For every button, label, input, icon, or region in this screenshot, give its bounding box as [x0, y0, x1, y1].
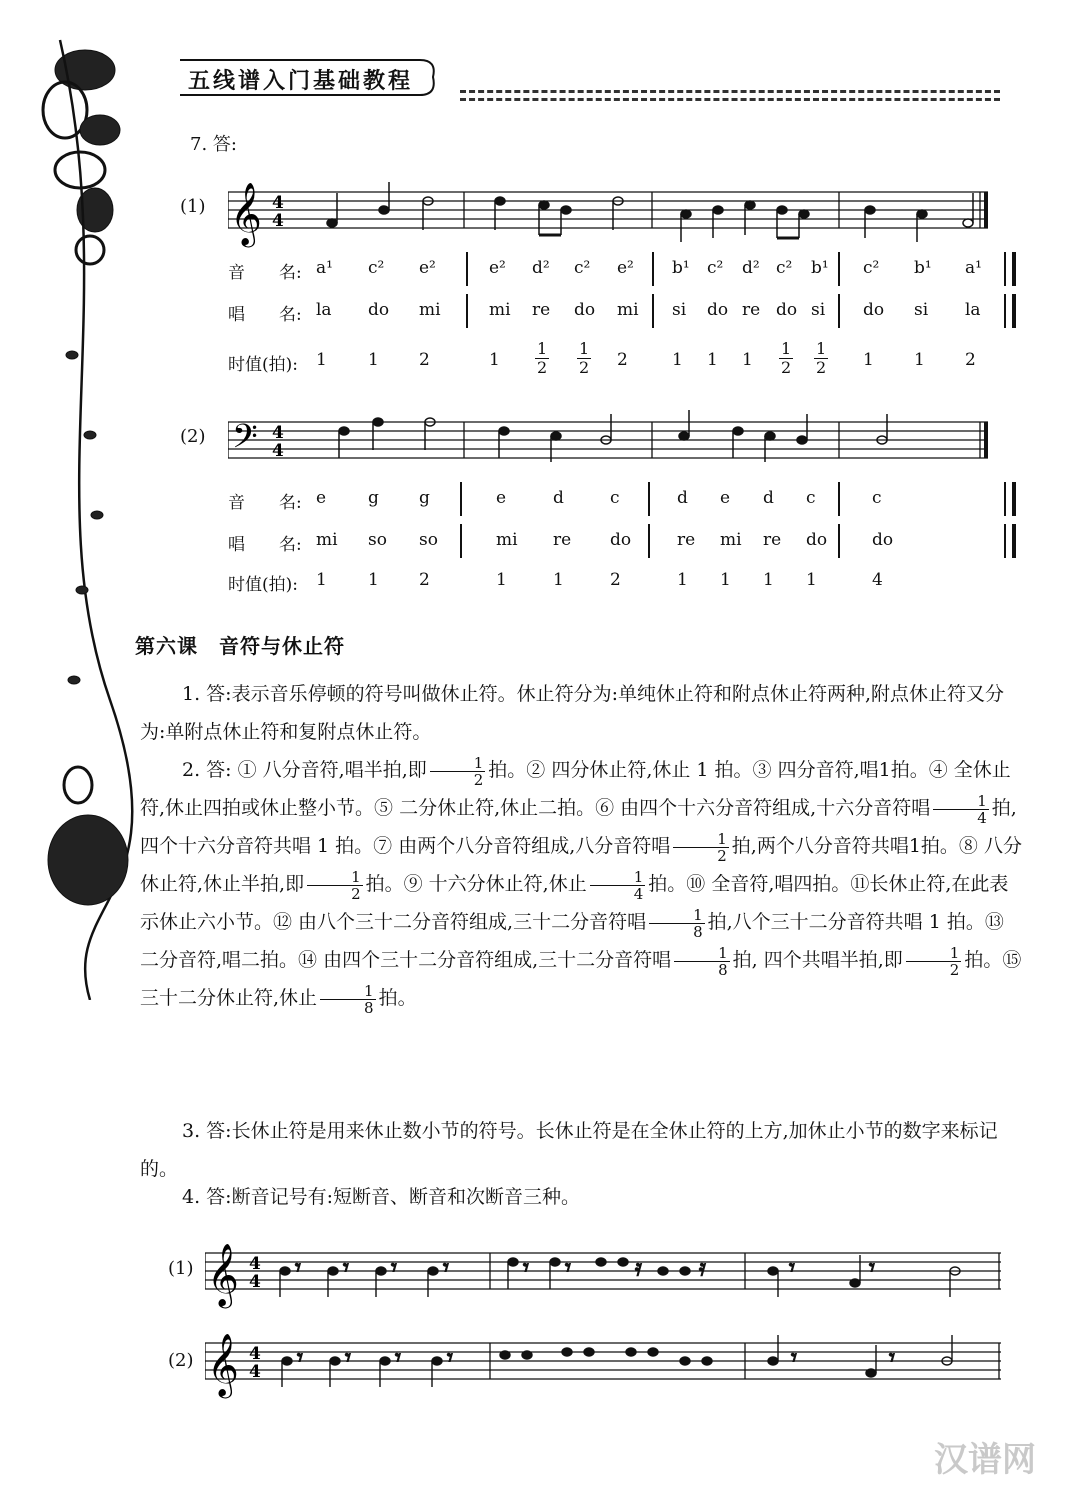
ex1-solfege-row-label: 唱 名: — [228, 305, 302, 325]
ex1-pitch-cell: c² — [574, 258, 591, 278]
ex2-pitch-cell: e — [316, 488, 327, 508]
svg-text:𝄾: 𝄾 — [869, 1256, 875, 1281]
ex2-pitch-row-label: 音 名: — [228, 493, 302, 513]
table-bar-line — [648, 482, 650, 516]
ex2-solfege-cell: mi — [496, 530, 518, 550]
ex2-solfege-cell: mi — [720, 530, 742, 550]
ex1-solfege-cell: re — [742, 300, 761, 320]
treble-clef-icon: 𝄞 — [230, 182, 262, 245]
lesson-6-title: 第六课 音符与休止符 — [135, 634, 345, 658]
table-bar-line — [1004, 294, 1016, 328]
ex1-pitch-cell: e² — [489, 258, 506, 278]
treble-clef-icon: 𝄞 — [207, 1243, 239, 1306]
ex1-solfege-cell: do — [368, 300, 390, 320]
svg-text:𝄾: 𝄾 — [443, 1256, 449, 1281]
ex1-pitch-cell: a¹ — [965, 258, 982, 278]
ex2-label: (2) — [180, 426, 206, 447]
answer-2-part-2: 拍。② 四分休止符,休止 1 拍。③ 四分音符,唱1拍。④ 全休止符,休止四拍或休止整小节。⑤ 二分休止符,休止二拍。⑥ 由四个十六分音符组成,十六分音符唱 — [140, 759, 1011, 819]
ex2-pitch-cell: d — [553, 488, 564, 508]
ex1-pitch-cell: d² — [742, 258, 760, 278]
ex2-duration-cell: 4 — [872, 570, 883, 590]
ex1-duration-cell: 1 — [489, 350, 500, 370]
ex1-duration-cell: 2 — [965, 350, 976, 370]
ex1-solfege-cell: do — [863, 300, 885, 320]
fraction-quarter: $\frac{1}{4}$ — [590, 869, 646, 902]
site-watermark: 汉谱网 — [934, 1440, 1036, 1480]
svg-text:𝄾: 𝄾 — [343, 1256, 349, 1281]
table-bar-line — [838, 482, 840, 516]
answer-4: 4. 答:断音记号有:短断音、断音和次断音三种。 — [182, 1186, 580, 1208]
ex2-duration-cell: 1 — [368, 570, 379, 590]
ex1-staff — [228, 170, 1018, 260]
answer-2-part-7: 拍,八个三十二分音符共唱 1 拍。⑬ 二分音符,唱二拍。⑭ 由四个三十二分音符组成,三十二分音符唱 — [140, 911, 1004, 971]
answer-2-part-6: 拍。⑩ 全音符,唱四拍。⑪长休止符,在此表示休止六小节。⑫ 由八个三十二分音符组成,三十二分音符唱 — [140, 873, 1009, 933]
staccato-ex1-label: (1) — [168, 1258, 194, 1279]
ex1-solfege-cell: mi — [419, 300, 441, 320]
ex2-pitch-cell: c — [610, 488, 620, 508]
fraction-half: $\frac{1}{2}$ — [307, 869, 363, 902]
answer-2-part-10: 拍。 — [378, 987, 417, 1009]
ex2-duration-cell: 1 — [806, 570, 817, 590]
ex2-pitch-cell: e — [720, 488, 731, 508]
svg-text:𝄾: 𝄾 — [297, 1346, 303, 1371]
table-bar-line — [838, 524, 840, 558]
svg-text:𝄾: 𝄾 — [889, 1346, 895, 1371]
ex2-solfege-cell: re — [553, 530, 572, 550]
ex1-solfege-cell: do — [707, 300, 729, 320]
svg-text:4: 4 — [272, 441, 284, 461]
fraction-eighth: $\frac{1}{8}$ — [674, 945, 730, 978]
music-note-icon — [66, 351, 78, 359]
header-divider-2 — [460, 98, 1000, 101]
ex1-pitch-cell: e² — [617, 258, 634, 278]
ex2-solfege-cell: mi — [316, 530, 338, 550]
bass-clef-icon: 𝄢 — [232, 418, 258, 464]
ex1-duration-cell: 1 — [672, 350, 683, 370]
svg-text:𝄾: 𝄾 — [565, 1256, 571, 1281]
ex2-solfege-cell: do — [872, 530, 894, 550]
table-bar-line — [1004, 252, 1016, 286]
table-bar-line — [652, 294, 654, 328]
ex2-pitch-cell: c — [872, 488, 882, 508]
staccato-ex1-staff — [205, 1225, 1005, 1315]
title-scroll-frame — [175, 55, 440, 100]
ex2-duration-cell: 2 — [610, 570, 621, 590]
question-7-title: 7. 答: — [190, 134, 237, 155]
answer-2-part-8: 拍, 四个共唱半拍,即 — [732, 949, 903, 971]
table-bar-line — [1004, 482, 1016, 516]
staccato-ex2-staff — [205, 1315, 1005, 1405]
ex1-solfege-cell: mi — [617, 300, 639, 320]
ex1-notes — [327, 182, 973, 242]
ex2-pitch-cell: g — [368, 488, 379, 508]
ex1-pitch-row-label: 音 名: — [228, 263, 302, 283]
ex1-pitch-cell: c² — [368, 258, 385, 278]
svg-text:𝄾: 𝄾 — [523, 1256, 529, 1281]
svg-text:4: 4 — [249, 1254, 261, 1274]
floral-border-decoration — [0, 0, 140, 1000]
ex1-duration-cell: 2 — [617, 350, 628, 370]
svg-text:4: 4 — [272, 211, 284, 231]
ex1-label: (1) — [180, 196, 206, 217]
ex1-pitch-cell: b¹ — [672, 258, 690, 278]
ex1-solfege-cell: si — [672, 300, 687, 320]
ex1-solfege-cell: mi — [489, 300, 511, 320]
answer-1: 1. 答:表示音乐停顿的符号叫做休止符。休止符分为:单纯休止符和附点休止符两种,附点休止符又分为:单附点休止符和复附点休止符。 — [140, 683, 1005, 743]
treble-clef-icon: 𝄞 — [207, 1333, 239, 1396]
table-bar-line — [1004, 524, 1016, 558]
ex2-pitch-cell: e — [496, 488, 507, 508]
svg-text:4: 4 — [249, 1272, 261, 1292]
ex2-solfege-cell: do — [806, 530, 828, 550]
svg-text:𝄿: 𝄿 — [635, 1256, 642, 1281]
ex2-duration-cell: 1 — [496, 570, 507, 590]
svg-text:𝄾: 𝄾 — [789, 1256, 795, 1281]
ex2-pitch-cell: d — [677, 488, 688, 508]
ex1-pitch-cell: c² — [863, 258, 880, 278]
header-divider — [460, 90, 1000, 93]
fraction-eighth: $\frac{1}{8}$ — [320, 983, 376, 1016]
ex1-duration-cell: 1 — [863, 350, 874, 370]
answer-2-part-9: 拍。⑮ 三十二分休止符,休止 — [140, 949, 1022, 1009]
ex2-staff — [228, 400, 1018, 490]
ex1-pitch-cell: b¹ — [811, 258, 829, 278]
ex1-duration-cell: 1 — [316, 350, 327, 370]
table-bar-line — [466, 252, 468, 286]
ornament-ball-icon — [48, 815, 128, 905]
answer-2-part-1: 2. 答: ① 八分音符,唱半拍,即 — [182, 759, 427, 781]
ex2-duration-cell: 1 — [720, 570, 731, 590]
fraction-half: $\frac{1}{2}$ — [906, 945, 962, 978]
svg-text:𝄾: 𝄾 — [295, 1256, 301, 1281]
ex2-pitch-cell: c — [806, 488, 816, 508]
ex1-solfege-cell: si — [914, 300, 929, 320]
ex2-notes — [339, 410, 887, 462]
ex2-solfege-cell: re — [763, 530, 782, 550]
ex2-pitch-cell: g — [419, 488, 430, 508]
svg-text:𝄾: 𝄾 — [447, 1346, 453, 1371]
table-bar-line — [648, 524, 650, 558]
answer-3: 3. 答:长休止符是用来休止数小节的符号。长休止符是在全休止符的上方,加休止小节的数字来标记的。 — [140, 1120, 998, 1180]
ex1-duration-row-label: 时值(拍): — [228, 355, 298, 375]
fraction-half: $\frac{1}{2}$ — [430, 755, 486, 788]
svg-text:4: 4 — [272, 423, 284, 443]
ex2-solfege-cell: re — [677, 530, 696, 550]
ex1-pitch-cell: c² — [776, 258, 793, 278]
answer-2 — [140, 751, 1025, 1017]
ex2-duration-row-label: 时值(拍): — [228, 575, 298, 595]
ex1-duration-cell: $\frac{1}{2}$ — [781, 339, 792, 377]
ex1-pitch-cell: a¹ — [316, 258, 333, 278]
ex2-solfege-cell: so — [368, 530, 387, 550]
fraction-eighth: $\frac{1}{8}$ — [649, 907, 705, 940]
staccato-ex2-label: (2) — [168, 1350, 194, 1371]
ex2-duration-cell: 1 — [316, 570, 327, 590]
table-bar-line — [460, 524, 462, 558]
table-bar-line — [460, 482, 462, 516]
ex2-duration-cell: 2 — [419, 570, 430, 590]
ex1-solfege-cell: la — [316, 300, 332, 320]
table-bar-line — [838, 294, 840, 328]
ex2-duration-cell: 1 — [553, 570, 564, 590]
svg-text:𝄾: 𝄾 — [391, 1256, 397, 1281]
svg-text:𝄾: 𝄾 — [395, 1346, 401, 1371]
ex1-duration-cell: 1 — [742, 350, 753, 370]
ex1-solfege-cell: la — [965, 300, 981, 320]
ex2-solfege-cell: so — [419, 530, 438, 550]
ex1-solfege-cell: do — [776, 300, 798, 320]
table-bar-line — [838, 252, 840, 286]
answer-2-part-3: 拍,四个十六分音符共唱 1 拍。⑦ 由两个八分音符组成,八分音符唱 — [140, 797, 1017, 857]
ex1-solfege-cell: si — [811, 300, 826, 320]
ex1-duration-cell: $\frac{1}{2}$ — [537, 339, 548, 377]
ex2-duration-cell: 1 — [763, 570, 774, 590]
ex1-duration-cell: $\frac{1}{2}$ — [816, 339, 827, 377]
ex1-pitch-cell: c² — [707, 258, 724, 278]
svg-text:𝄾: 𝄾 — [791, 1346, 797, 1371]
ex1-solfege-cell: do — [574, 300, 596, 320]
table-bar-line — [652, 252, 654, 286]
svg-text:𝄿: 𝄿 — [699, 1256, 706, 1281]
ex1-duration-cell: 1 — [707, 350, 718, 370]
svg-text:𝄾: 𝄾 — [345, 1346, 351, 1371]
ex2-solfege-row-label: 唱 名: — [228, 535, 302, 555]
fraction-quarter: $\frac{1}{4}$ — [933, 793, 989, 826]
ex2-pitch-cell: d — [763, 488, 774, 508]
answer-2-part-4: 拍,两个八分音符共唱1拍。⑧ 八分休止符,休止半拍,即 — [140, 835, 1022, 895]
table-bar-line — [466, 294, 468, 328]
answer-2-part-5: 拍。⑨ 十六分休止符,休止 — [365, 873, 587, 895]
ex1-pitch-cell: d² — [532, 258, 550, 278]
ex1-pitch-cell: e² — [419, 258, 436, 278]
ex1-solfege-cell: re — [532, 300, 551, 320]
ex1-duration-cell: $\frac{1}{2}$ — [579, 339, 590, 377]
book-title: 五线谱入门基础教程 — [188, 68, 414, 94]
svg-text:4: 4 — [249, 1362, 261, 1382]
ex2-duration-cell: 1 — [677, 570, 688, 590]
ex1-duration-cell: 1 — [914, 350, 925, 370]
ex2-solfege-cell: do — [610, 530, 632, 550]
ex1-duration-cell: 2 — [419, 350, 430, 370]
fraction-half: $\frac{1}{2}$ — [673, 831, 729, 864]
svg-text:4: 4 — [272, 193, 284, 213]
svg-text:4: 4 — [249, 1344, 261, 1364]
ex1-pitch-cell: b¹ — [914, 258, 932, 278]
ex1-duration-cell: 1 — [368, 350, 379, 370]
